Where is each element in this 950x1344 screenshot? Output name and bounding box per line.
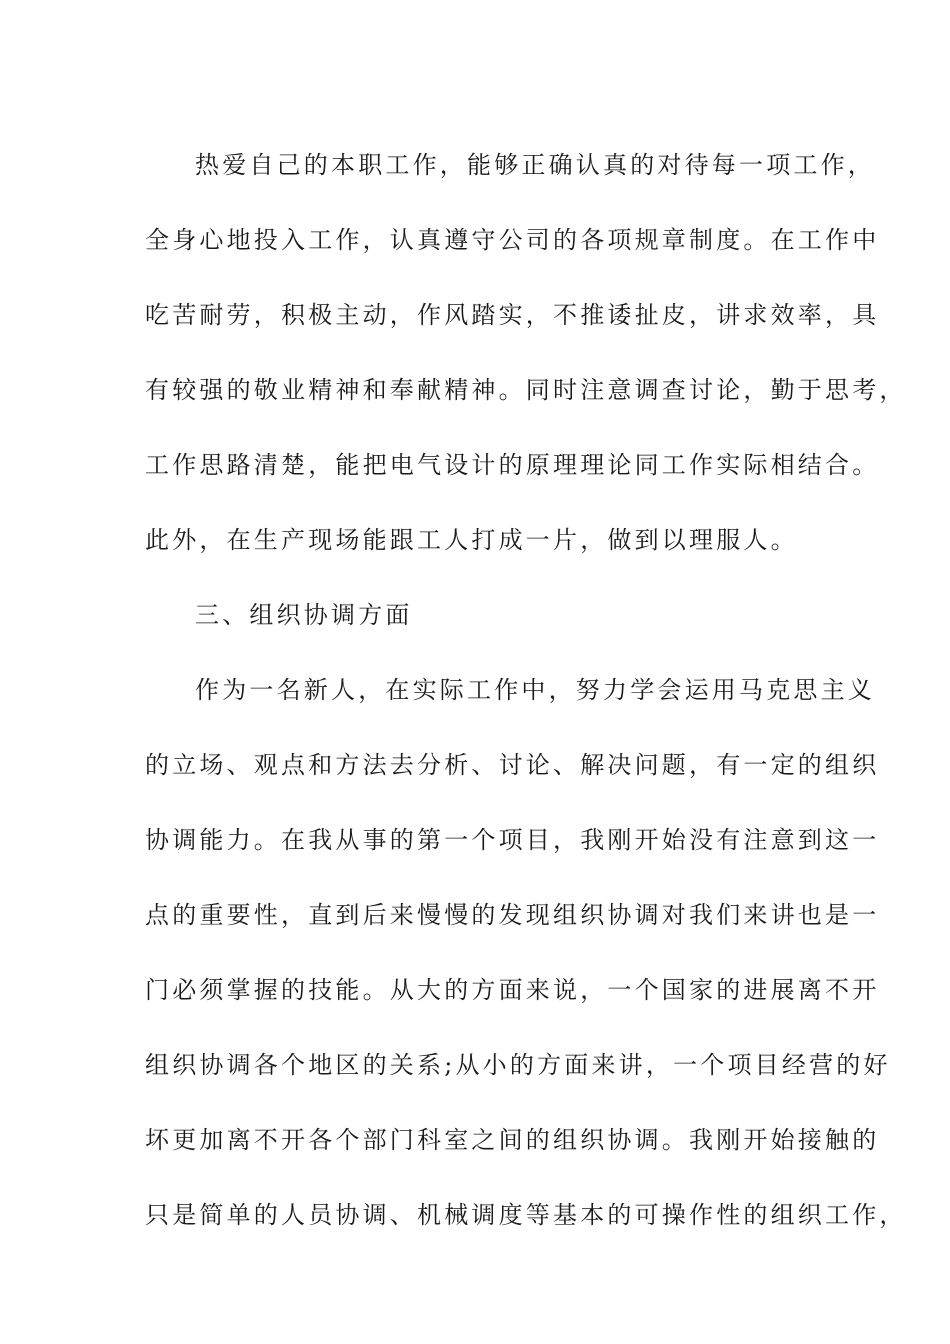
- paragraph-line: 作为一名新人，在实际工作中，努力学会运用马克思主义: [195, 676, 875, 704]
- paragraph-line: 的立场、观点和方法去分析、讨论、解决问题，有一定的组织: [145, 751, 880, 779]
- paragraph-line: 点的重要性，直到后来慢慢的发现组织协调对我们来讲也是一: [145, 901, 880, 929]
- paragraph-line: 吃苦耐劳，积极主动，作风踏实，不推诿扯皮，讲求效率，具: [145, 301, 880, 329]
- paragraph-line: 工作思路清楚，能把电气设计的原理理论同工作实际相结合。: [145, 451, 880, 479]
- paragraph-line: 全身心地投入工作，认真遵守公司的各项规章制度。在工作中: [145, 226, 880, 254]
- document-body: [145, 128, 907, 1253]
- paragraph-line: 此外，在生产现场能跟工人打成一片，做到以理服人。: [145, 526, 798, 554]
- paragraph-line: 组织协调各个地区的关系;从小的方面来讲，一个项目经营的好: [145, 1051, 891, 1079]
- paragraph-line: 只是简单的人员协调、机械调度等基本的可操作性的组织工作，: [145, 1201, 907, 1229]
- paragraph-line: 协调能力。在我从事的第一个项目，我刚开始没有注意到这一: [145, 826, 880, 854]
- section-heading: 三、组织协调方面: [195, 601, 413, 629]
- paragraph-line: 门必须掌握的技能。从大的方面来说，一个国家的进展离不开: [145, 976, 880, 1004]
- paragraph-line: 坏更加离不开各个部门科室之间的组织协调。我刚开始接触的: [145, 1126, 880, 1154]
- paragraph-line: 有较强的敬业精神和奉献精神。同时注意调查讨论，勤于思考，: [145, 376, 907, 404]
- paragraph-line: 热爱自己的本职工作，能够正确认真的对待每一项工作，: [195, 151, 875, 179]
